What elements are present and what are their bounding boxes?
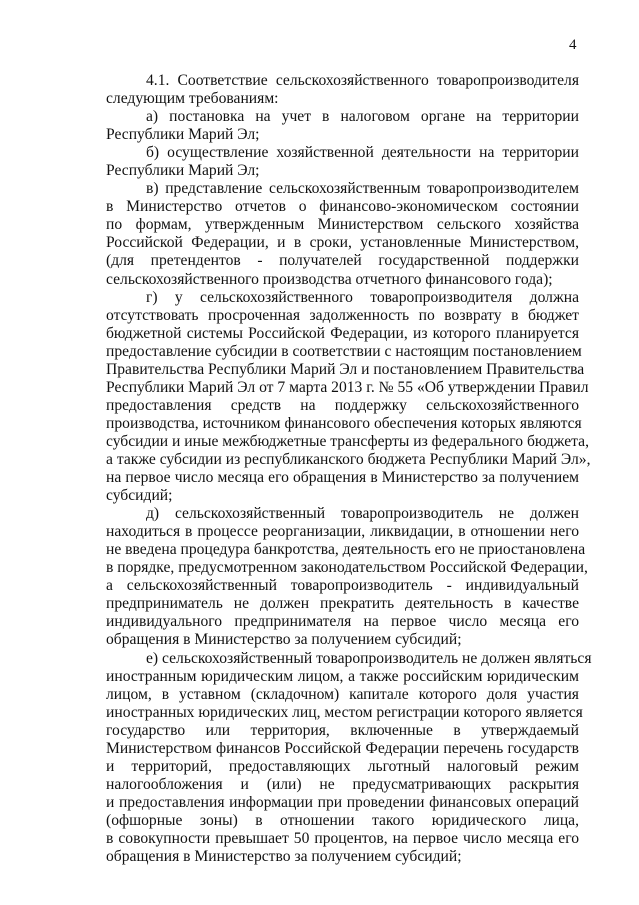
text-line: и предоставления информации при проведении финансовых операций — [106, 793, 579, 811]
text-line: Республики Марий Эл; — [106, 126, 260, 144]
text-line: Правительства Республики Марий Эл и постановлением Правительства — [106, 360, 585, 378]
paragraph-v — [106, 180, 579, 288]
text-line: субсидий; — [106, 487, 173, 505]
text-line: иностранным юридическим лицом, а также российским юридическим — [106, 667, 579, 685]
text-line: в) представление сельскохозяйственным товаропроизводителем — [146, 180, 579, 198]
text-line: сельскохозяйственного производства отчетного финансового года); — [106, 270, 553, 288]
text-line: 4.1. Соответствие сельскохозяйственного товаропроизводителя — [146, 72, 579, 89]
document-body — [106, 72, 592, 866]
text-line: бюджетной системы Российской Федерации, из которого планируется — [106, 324, 579, 342]
text-line: а сельскохозяйственный товаропроизводитель - индивидуальный — [106, 577, 579, 595]
text-line: государство или территория, включенные в утверждаемый — [106, 721, 579, 739]
text-line: Республики Марий Эл от 7 марта 2013 г. № 55 «Об утверждении Правил — [106, 378, 589, 396]
text-line: по формам, утвержденным Министерством сельского хозяйства — [106, 216, 579, 234]
text-line: Российской Федерации, и в сроки, установленные Министерством, — [106, 234, 579, 252]
text-line: а) постановка на учет в налоговом органе на территории — [146, 108, 579, 126]
text-line: е) сельскохозяйственный товаропроизводитель не должен являться — [146, 649, 592, 667]
text-line: в порядке, предусмотренном законодательством Российской Федерации, — [106, 559, 588, 577]
text-line: следующим требованиям: — [106, 90, 279, 108]
text-line: в Министерство отчетов о финансово-экономическом состоянии — [106, 198, 579, 216]
text-line: обращения в Министерство за получением субсидий; — [106, 848, 462, 866]
text-line: лицом, в уставном (складочном) капитале которого доля участия — [106, 685, 579, 703]
paragraph-4-1 — [106, 72, 579, 108]
text-line: не введена процедура банкротства, деятельность его не приостановлена — [106, 541, 586, 559]
text-line: а также субсидии из республиканского бюджета Республики Марий Эл», — [106, 450, 591, 468]
text-line: Министерством финансов Российской Федерации перечень государств — [106, 739, 579, 757]
text-line: предоставления средств на поддержку сельскохозяйственного — [106, 396, 579, 414]
paragraph-a — [106, 108, 579, 144]
text-line: производства, источником финансового обеспечения которых являются — [106, 414, 582, 432]
text-line: иностранных юридических лиц, местом регистрации которого является — [106, 703, 583, 721]
text-line: отсутствовать просроченная задолженность по возврату в бюджет — [106, 306, 579, 324]
page-number: 4 — [569, 37, 577, 53]
text-line: б) осуществление хозяйственной деятельности на территории — [146, 144, 579, 162]
paragraph-g — [106, 288, 591, 506]
text-line: предприниматель не должен прекратить деятельность в качестве — [106, 595, 579, 613]
text-line: д) сельскохозяйственный товаропроизводитель не должен — [146, 505, 579, 523]
paragraph-d — [106, 505, 588, 649]
text-line: на первое число месяца его обращения в Министерство за получением — [106, 469, 579, 487]
paragraph-b — [106, 144, 579, 180]
text-line: и территорий, предоставляющих льготный налоговый режим — [106, 757, 579, 775]
text-line: в совокупности превышает 50 процентов, на первое число месяца его — [106, 829, 579, 847]
text-line: налогообложения и (или) не предусматривающих раскрытия — [106, 775, 579, 793]
text-line: предоставление субсидии в соответствии с настоящим постановлением — [106, 342, 582, 360]
text-line: г) у сельскохозяйственного товаропроизводителя должна — [146, 288, 579, 306]
paragraph-e — [106, 649, 592, 867]
text-line: индивидуального предпринимателя на первое число месяца его — [106, 613, 579, 631]
text-line: субсидии и иные межбюджетные трансферты из федерального бюджета, — [106, 432, 589, 450]
text-line: обращения в Министерство за получением субсидий; — [106, 631, 462, 649]
text-line: (для претендентов - получателей государственной поддержки — [106, 252, 579, 270]
text-line: (офшорные зоны) в отношении такого юридического лица, — [106, 811, 579, 829]
text-line: находиться в процессе реорганизации, ликвидации, в отношении него — [106, 523, 579, 541]
text-line: Республики Марий Эл; — [106, 162, 260, 180]
